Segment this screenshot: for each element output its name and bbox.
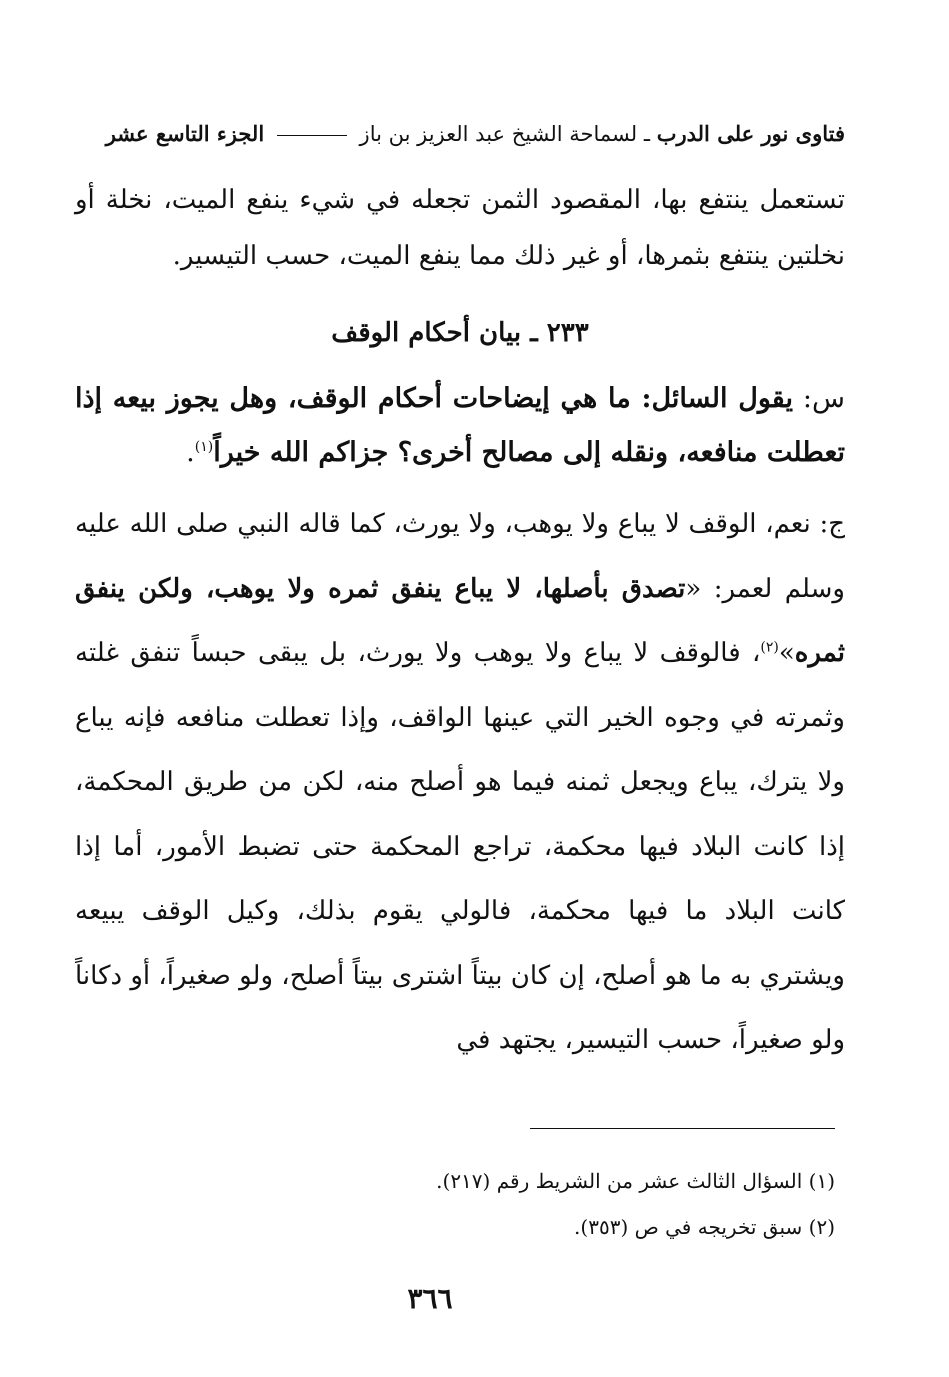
- question-end: .: [186, 437, 195, 468]
- intro-paragraph: تستعمل ينتفع بها، المقصود الثمن تجعله في شيء ينفع الميت، نخلة أو نخلتين ينتفع بثمرها، أو غير ذلك مما ينفع الميت، حسب التيسير.: [75, 185, 845, 271]
- section-title: ٢٣٣ ـ بيان أحكام الوقف: [331, 318, 589, 348]
- footnote-1: (١) السؤال الثالث عشر من الشريط رقم (٢١٧).: [436, 1169, 835, 1193]
- question-text: يقول السائل: ما هي إيضاحات أحكام الوقف، وهل يجوز بيعه إذا تعطلت منافعه، ونقله إلى مصالح أخرى؟ جزاكم الله خيراً: [75, 383, 845, 468]
- running-header: [80, 118, 845, 150]
- footnote-ref-2: (٢): [760, 639, 779, 656]
- quote-close: »: [778, 638, 795, 668]
- page-number: ٣٦٦: [407, 1282, 453, 1315]
- footnote-2: (٢) سبق تخريجه في ص (٣٥٣).: [574, 1215, 835, 1239]
- header-dash: ـ: [643, 122, 651, 146]
- answer-part-2: ، فالوقف لا يباع ولا يوهب ولا يورث، بل يبقى حبساً تنفق غلته وثمرته في وجوه الخير التي عينها الواقف، وإذا تعطلت منافعه فإنه يباع ولا يترك، يباع ويجعل ثمنه فيما هو أصلح منه، لكن من طريق المحكمة، إذا كانت البلاد فيها محكمة، تراجع المحكمة حتى تضبط الأمور، أما إذا كانت البلاد ما فيها محكمة، فالولي يقوم بذلك، وكيل الوقف يبيعه ويشتري به ما هو أصلح، إن كان بيتاً اشترى بيتاً أصلح، ولو صغيراً، أو دكاناً ولو صغيراً، حسب التيسير، يجتهد في: [75, 638, 845, 1055]
- hadith-quote: تصدق بأصلها، لا يباع ينفق ثمره ولا يوهب، ولكن ينفق ثمره: [75, 573, 845, 668]
- footnote-separator: [530, 1128, 835, 1129]
- header-rule: [277, 135, 347, 136]
- footnotes: [75, 1158, 835, 1250]
- header-author: لسماحة الشيخ عبد العزيز بن باز: [359, 122, 638, 146]
- question-label: س:: [802, 383, 845, 414]
- footnote-ref-1: (١): [194, 439, 214, 455]
- answer-part-1: ج: نعم، الوقف لا يباع ولا يوهب، ولا يورث، كما قاله النبي صلى الله عليه وسلم لعمر: «: [75, 509, 845, 604]
- answer-paragraph: [75, 492, 845, 1073]
- question-paragraph: [75, 372, 845, 480]
- book-title: فتاوى نور على الدرب: [656, 121, 845, 146]
- header-volume: الجزء التاسع عشر: [105, 121, 265, 146]
